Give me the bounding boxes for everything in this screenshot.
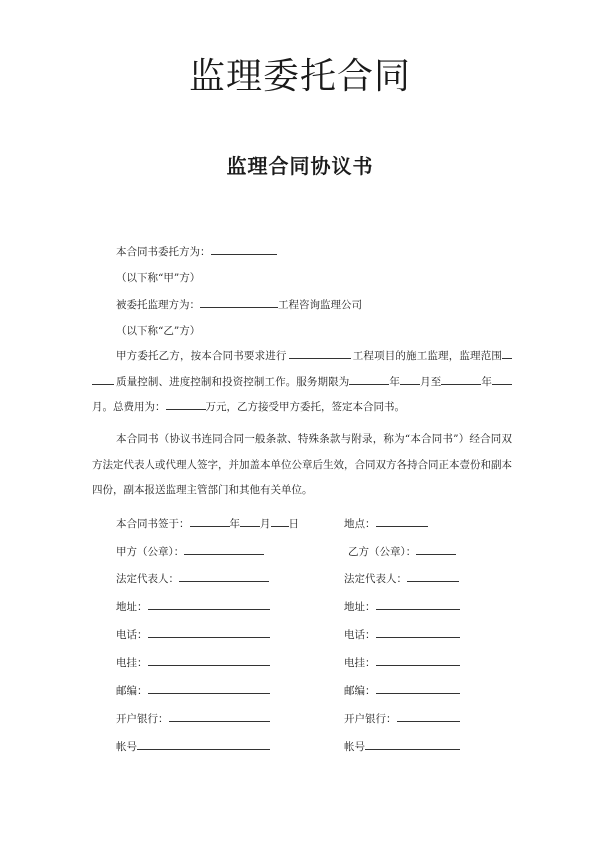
party-b-seal-blank [416, 543, 456, 555]
fee-blank [166, 398, 206, 410]
document-subtitle: 监理合同协议书 [226, 154, 374, 178]
scope-text-1: 甲方委托乙方，按本合同书要求进行 [116, 350, 287, 362]
bank-a-blank [169, 710, 270, 722]
legal-rep-a-label: 法定代表人： [116, 573, 179, 585]
sign-year-text: 年 [229, 518, 240, 530]
sign-month-blank [240, 515, 260, 527]
year-text-2: 年 [481, 375, 493, 388]
start-month-blank [400, 373, 420, 385]
sign-date-label: 本合同书签于： [116, 518, 190, 530]
fee-end-text: 万元，乙方接受甲方委托，签定本合同书。 [205, 401, 405, 413]
telex-a-label: 电挂： [116, 657, 148, 669]
contractor-line [116, 296, 362, 312]
year-text: 年 [389, 375, 401, 388]
legal-rep-b-blank [407, 570, 459, 582]
account-a-label: 帐号 [116, 741, 137, 753]
contractor-label: 被委托监理方为： [116, 299, 200, 311]
project-blank [289, 347, 351, 359]
telex-b-label: 电挂： [344, 657, 376, 669]
scope-paragraph [92, 344, 512, 421]
client-blank [211, 243, 277, 255]
end-month-blank [492, 373, 512, 385]
bank-b-label: 开户银行： [344, 713, 397, 725]
scope-text-2: 工程项目的施工监理，监理范围 [352, 350, 503, 362]
address-a-label: 地址： [116, 601, 148, 613]
postcode-b-blank [376, 682, 460, 694]
contractor-suffix: 工程咨询监理公司 [278, 299, 362, 311]
address-b-blank [376, 598, 460, 610]
fee-text: 月。总费用为： [92, 401, 166, 413]
validity-paragraph: 本合同书（协议书连同合同一般条款、特殊条款与附录，称为“本合同书”）经合同双方法定代表人或代理人签字，并加盖本单位公章后生效，合同双方各持合同正本壹份和副本四份，副本报送监理主管部门和其他有关单位。 [92, 433, 512, 496]
postcode-b-label: 邮编： [344, 685, 376, 697]
legal-rep-a-blank [179, 570, 269, 582]
sign-day-blank [271, 515, 289, 527]
address-a-blank [148, 598, 270, 610]
legal-rep-b-label: 法定代表人： [344, 573, 407, 585]
end-year-blank [441, 373, 481, 385]
telex-b-blank [376, 654, 460, 666]
start-year-blank [349, 373, 389, 385]
sign-day-text: 日 [288, 518, 299, 530]
phone-b-label: 电话： [344, 629, 376, 641]
telex-a-blank [148, 654, 270, 666]
month-to-text: 月至 [420, 375, 442, 388]
document-title: 监理委托合同 [188, 56, 411, 97]
address-b-label: 地址： [344, 601, 376, 613]
place-blank [376, 515, 428, 527]
contractor-blank [200, 296, 278, 308]
postcode-a-blank [148, 682, 270, 694]
phone-a-blank [148, 626, 270, 638]
client-label: 本合同书委托方为： [116, 246, 211, 258]
bank-b-blank [397, 710, 460, 722]
party-a-seal-label: 甲方（公章）： [116, 546, 185, 558]
phone-b-blank [376, 626, 460, 638]
scope-blank [502, 347, 512, 359]
scope-text-3: 质量控制、进度控制和投资控制工作。服务期限为 [116, 375, 350, 388]
bank-a-label: 开户银行： [116, 713, 169, 725]
account-a-blank [137, 738, 270, 750]
client-line [116, 243, 277, 259]
sign-year-blank [190, 515, 230, 527]
account-b-label: 帐号 [344, 741, 365, 753]
place-label: 地点： [344, 518, 376, 530]
contractor-note: （以下称“乙”方） [116, 325, 201, 337]
client-note: （以下称“甲”方） [116, 272, 201, 284]
party-a-seal-blank [184, 543, 264, 555]
scope-blank-2 [92, 373, 114, 385]
postcode-a-label: 邮编： [116, 685, 148, 697]
phone-a-label: 电话： [116, 629, 148, 641]
sign-month-text: 月 [260, 518, 271, 530]
party-b-seal-label: 乙方（公章）： [348, 546, 417, 558]
account-b-blank [365, 738, 460, 750]
